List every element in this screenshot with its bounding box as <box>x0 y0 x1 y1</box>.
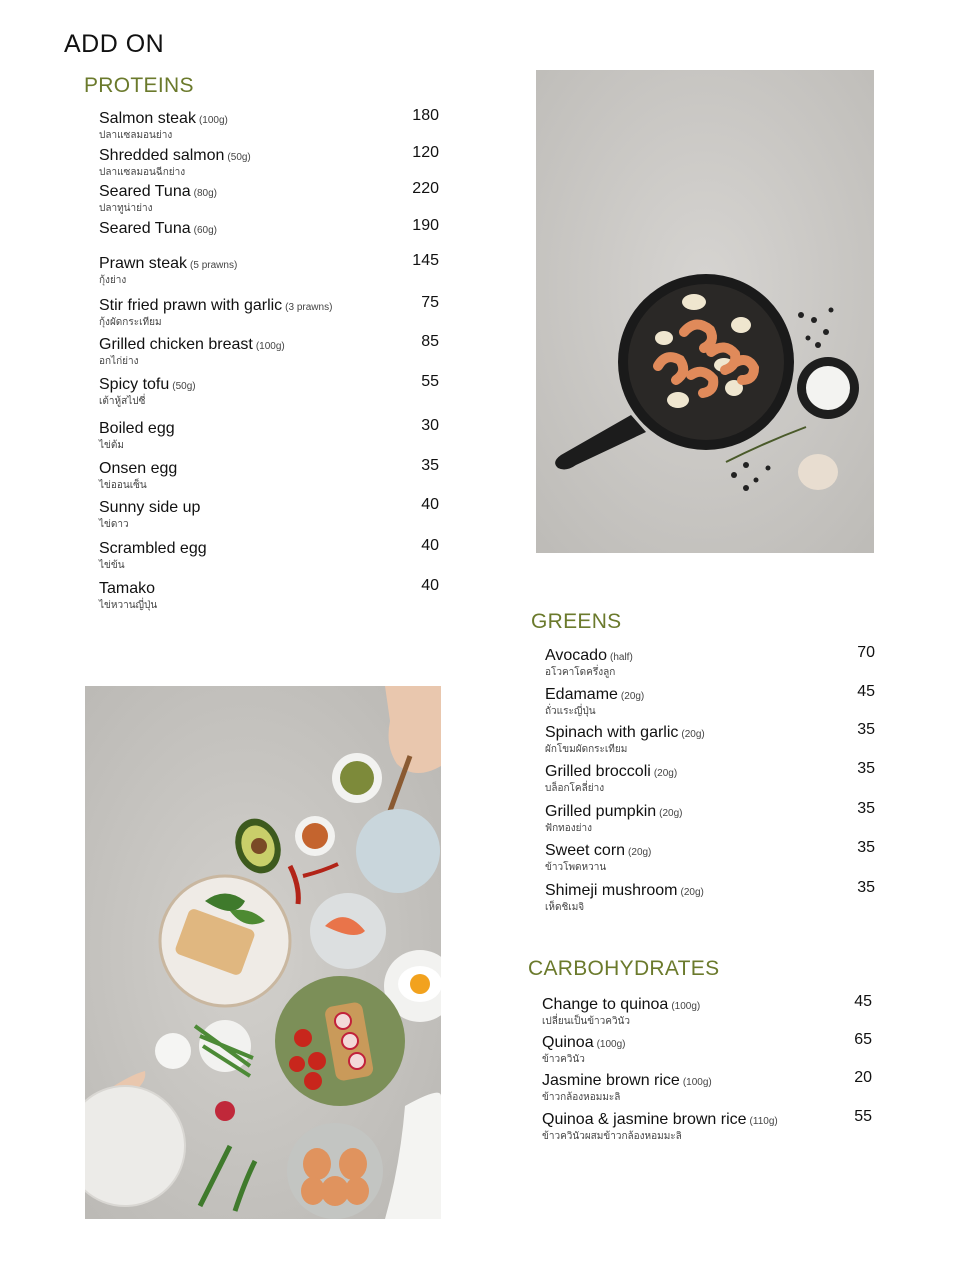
item-thai: เปลี่ยนเป็นข้าวควินัว <box>542 1016 631 1027</box>
item-name: Shimeji mushroom <box>545 882 678 899</box>
menu-item <box>542 993 872 1028</box>
menu-item <box>542 1069 872 1104</box>
proteins-menu <box>99 107 439 620</box>
item-qty: (100g) <box>671 1001 701 1012</box>
page-title: ADD ON <box>64 30 165 58</box>
item-qty: (20g) <box>681 729 705 740</box>
menu-item <box>99 496 439 531</box>
item-price: 65 <box>854 1031 872 1048</box>
greens-menu <box>545 644 875 917</box>
item-qty: (5 prawns) <box>190 260 238 271</box>
menu-item <box>545 721 875 756</box>
section-title-proteins: PROTEINS <box>84 74 194 97</box>
menu-item <box>545 644 875 679</box>
item-thai: ข้าวกล้องหอมมะลิ <box>542 1092 621 1103</box>
item-name: Quinoa & jasmine brown rice <box>542 1111 747 1128</box>
item-price: 55 <box>421 373 439 390</box>
item-thai: กุ้งผัดกระเทียม <box>99 317 162 328</box>
item-thai: บล็อกโคลี่ย่าง <box>545 783 605 794</box>
item-price: 40 <box>421 537 439 554</box>
item-price: 145 <box>412 252 439 269</box>
item-qty: (20g) <box>653 768 678 779</box>
menu-item <box>545 879 875 914</box>
item-name: Tamako <box>99 580 156 597</box>
item-thai: ฟักทองย่าง <box>545 823 592 834</box>
item-qty: (20g) <box>659 808 683 819</box>
item-name: Quinoa <box>542 1034 594 1051</box>
item-price: 85 <box>421 333 439 350</box>
item-name: Sweet corn <box>545 842 626 859</box>
item-thai: ไข่ดาว <box>99 519 129 530</box>
item-thai: ถั่วแระญี่ปุ่น <box>545 706 596 717</box>
item-qty: (20g) <box>680 887 704 898</box>
prawn-skillet-photo <box>536 70 874 553</box>
cream-bowl <box>155 1033 191 1069</box>
item-price: 35 <box>857 879 875 896</box>
item-price: 35 <box>421 457 439 474</box>
item-qty: (20g) <box>628 847 652 858</box>
table-spread-photo <box>85 686 441 1219</box>
item-qty: (100g) <box>255 341 285 352</box>
item-thai: ข้าวโพดหวาน <box>545 862 607 873</box>
item-price: 180 <box>412 107 439 124</box>
item-price: 45 <box>854 993 872 1010</box>
item-price: 35 <box>857 800 875 817</box>
item-name: Seared Tuna <box>99 183 191 200</box>
menu-item <box>99 457 439 492</box>
item-name: Prawn steak <box>99 255 188 272</box>
item-qty: (half) <box>609 652 633 663</box>
menu-item <box>99 417 439 452</box>
item-price: 45 <box>857 683 875 700</box>
menu-item <box>99 577 439 612</box>
menu-item <box>99 537 439 572</box>
menu-item <box>542 1108 872 1143</box>
item-name: Seared Tuna <box>99 220 191 237</box>
menu-item <box>99 373 439 408</box>
item-name: Grilled pumpkin <box>545 803 657 820</box>
item-price: 70 <box>857 644 875 661</box>
menu-item <box>99 144 439 179</box>
item-name: Stir fried prawn with garlic <box>99 297 283 314</box>
item-qty: (80g) <box>193 188 217 199</box>
item-price: 35 <box>857 721 875 738</box>
item-name: Salmon steak <box>99 110 196 127</box>
item-thai: ไข่หวานญี่ปุ่น <box>99 600 158 611</box>
item-name: Grilled broccoli <box>545 763 651 780</box>
item-name: Onsen egg <box>99 460 178 477</box>
menu-item <box>99 180 439 215</box>
item-thai: ข้าวควินัว <box>542 1054 585 1065</box>
item-price: 40 <box>421 496 439 513</box>
item-name: Spicy tofu <box>99 376 170 393</box>
item-price: 30 <box>421 417 439 434</box>
item-qty: (60g) <box>193 225 217 236</box>
item-thai: ไข่ออนเซ็น <box>99 480 147 491</box>
item-thai: ปลาแซลมอนย่าง <box>99 130 173 141</box>
menu-item <box>545 800 875 835</box>
carbohydrates-menu <box>542 993 872 1156</box>
item-name: Jasmine brown rice <box>542 1072 680 1089</box>
item-price: 35 <box>857 839 875 856</box>
garlic-bulb <box>798 454 838 490</box>
item-name: Sunny side up <box>99 499 201 516</box>
item-price: 35 <box>857 760 875 777</box>
item-price: 75 <box>421 294 439 311</box>
item-thai: ผักโขมผัดกระเทียม <box>545 744 628 755</box>
item-qty: (110g) <box>749 1116 778 1127</box>
item-thai: ปลาแซลมอนฉีกย่าง <box>99 167 186 178</box>
item-qty: (100g) <box>198 115 228 126</box>
item-thai: กุ้งย่าง <box>99 275 127 286</box>
menu-item <box>542 1031 872 1066</box>
item-qty: (100g) <box>682 1077 712 1088</box>
item-thai: เห็ดชิเมจิ <box>545 902 585 913</box>
menu-item <box>545 760 875 795</box>
item-qty: (3 prawns) <box>285 302 333 313</box>
item-thai: เต้าหู้สไปซี่ <box>99 396 146 407</box>
menu-item <box>99 252 439 287</box>
item-thai: ปลาทูน่าย่าง <box>99 203 153 214</box>
blue-plate <box>356 809 440 893</box>
item-name: Change to quinoa <box>542 996 669 1013</box>
menu-item <box>99 294 439 329</box>
item-name: Boiled egg <box>99 420 175 437</box>
item-name: Shredded salmon <box>99 147 225 164</box>
item-thai: ไข่ข้น <box>99 560 125 571</box>
item-name: Scrambled egg <box>99 540 207 557</box>
section-title-greens: GREENS <box>531 610 622 633</box>
item-thai: ข้าวควินัวผสมข้าวกล้องหอมมะลิ <box>542 1131 682 1142</box>
menu-item <box>99 217 439 240</box>
item-name: Avocado <box>545 647 607 664</box>
radish <box>215 1101 235 1121</box>
menu-item <box>99 107 439 142</box>
item-qty: (100g) <box>596 1039 626 1050</box>
section-title-carbohydrates: CARBOHYDRATES <box>528 957 720 980</box>
item-qty: (50g) <box>172 381 196 392</box>
item-price: 120 <box>412 144 439 161</box>
item-qty: (20g) <box>620 691 645 702</box>
item-thai: อโวคาโดครึ่งลูก <box>545 667 616 678</box>
item-thai: ไข่ต้ม <box>99 440 124 451</box>
menu-item <box>99 333 439 368</box>
item-name: Spinach with garlic <box>545 724 679 741</box>
menu-item <box>545 839 875 874</box>
item-price: 20 <box>854 1069 872 1086</box>
item-price: 55 <box>854 1108 872 1125</box>
item-qty: (50g) <box>227 152 251 163</box>
menu-item <box>545 683 875 718</box>
item-price: 190 <box>412 217 439 234</box>
item-price: 220 <box>412 180 439 197</box>
item-price: 40 <box>421 577 439 594</box>
item-name: Edamame <box>545 686 618 703</box>
item-thai: อกไก่ย่าง <box>99 356 139 367</box>
item-name: Grilled chicken breast <box>99 336 253 353</box>
